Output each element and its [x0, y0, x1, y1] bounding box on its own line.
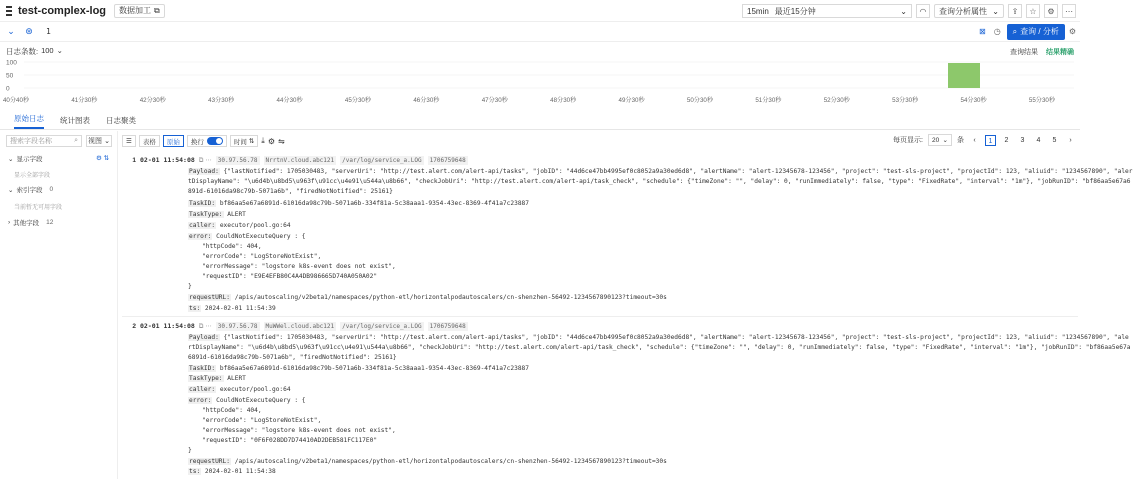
- field-value: ALERT: [227, 375, 246, 382]
- field-search-placeholder: 搜索字段名称: [10, 138, 52, 145]
- time-quick: 15min: [747, 6, 769, 16]
- field-key: TaskID:: [189, 200, 216, 207]
- history-icon[interactable]: ⊠: [978, 27, 986, 36]
- page-title: test-complex-log: [18, 4, 107, 17]
- tab-charts[interactable]: 统计图表: [60, 116, 90, 125]
- search-icon: ⌕: [74, 137, 78, 144]
- per-page-select[interactable]: [928, 134, 952, 146]
- field-value: ALERT: [227, 211, 246, 218]
- payload-line-2: tDisplayName": "\u6d4b\u8bd5\u963f\u91cc\u4e91\u544a\u8b66", "checkJobUri": "http://test.alert.com/alert-api/task_check", "schedule": {"timeZone": "", "delay": 0, "runImmediately": false, "type": "FixedRate", "interval": "1m"}, "jobRunID": "bf86aa5e67a6: [188, 178, 1131, 185]
- chevron-down-icon: ⌄: [942, 137, 948, 144]
- field-value: CouldNotExecuteQuery : {: [216, 233, 306, 240]
- error-field: [188, 232, 306, 242]
- field-value: executor/pool.go:64: [219, 386, 291, 393]
- query-settings-icon[interactable]: ⚙: [1068, 27, 1076, 36]
- field-key: error:: [189, 397, 212, 404]
- x-tick-label: 55分30秒: [1028, 97, 1056, 104]
- other-fields-label: 其他字段: [13, 220, 40, 227]
- field-settings-icon[interactable]: ⚙ ⇅: [96, 155, 110, 162]
- field-key: ts:: [189, 305, 201, 312]
- path-tag: /var/log/service_a.LOG: [342, 322, 422, 330]
- chevron-down-icon: ⌄: [8, 186, 14, 194]
- log-count: [6, 46, 63, 57]
- x-tick-label: 43分30秒: [208, 97, 235, 104]
- per-page-value: 20: [932, 136, 940, 144]
- download-icon[interactable]: ⤓: [261, 136, 265, 145]
- entry-time: 02-01 11:54:08: [140, 156, 195, 164]
- source-ip-tag: 30.97.56.78: [217, 156, 258, 164]
- tasktype-field: [188, 374, 246, 384]
- error-line: "errorMessage": "logstore k8s-event does not exist",: [202, 263, 396, 270]
- external-link-icon: ⧉: [154, 5, 160, 15]
- payload-line-2: rtDisplayName": "\u6d4b\u8bd5\u963f\u91cc\u4e91\u544a\u8b66", "checkJobUri": "http://test.alert.com/alert-api/task_check", "schedule": {"timeZone": "", "delay": 0, "runImmediately": false, "type": "FixedRate", "interval": "1m"}, "jobRunID": "bf86aa5e67a: [188, 344, 1131, 351]
- x-tick-label: 45分30秒: [344, 97, 372, 104]
- x-tick-label: 54分30秒: [960, 97, 987, 104]
- payload-line-1: {"lastNotified": 1705030483, "serverUri": "http://test.alert.com/alert-api/tasks", "jobID": "44d6ce47bb4995ef0c8052a9a30ed6d8", "alertName": "alert-12345678-123456", "project": "test-sls-project", "projectId": 123, "aliuid": "1234567890", "ale: [223, 334, 1129, 341]
- x-tick-label: 50分30秒: [686, 97, 714, 104]
- sort-icon: ⇅: [248, 138, 255, 145]
- payload-field: [188, 167, 1133, 177]
- settings-icon[interactable]: ⚙: [267, 136, 275, 146]
- payload-line-3: 6891d-61016da98c79b-5071a6b", "firedNotNotified": 25161}: [188, 354, 397, 361]
- more-icon[interactable]: ⋯: [1062, 4, 1076, 18]
- field-key: requestURL:: [189, 458, 230, 465]
- no-index-text: 当前暂无可用字段: [14, 205, 63, 211]
- ts-field: [188, 304, 276, 314]
- error-line: "errorCode": "LogStoreNotExist",: [202, 417, 322, 424]
- show-all-fields[interactable]: 显示全部字段: [14, 173, 51, 179]
- raw-view-button[interactable]: 原始: [163, 135, 184, 147]
- query-attr-label: 查询分析属性: [939, 6, 987, 16]
- tab-log-cluster[interactable]: 日志聚类: [106, 116, 136, 125]
- x-tick-label: 41分30秒: [71, 97, 98, 104]
- field-value[interactable]: /apis/autoscaling/v2beta1/namespaces/python-etl/horizontalpodautoscalers/cn-shenzhen-56492-1234567890123?timeout=30s: [234, 458, 667, 465]
- chevron-down-icon: ⌄: [104, 138, 110, 145]
- chevron-down-icon[interactable]: ⌄: [56, 46, 63, 55]
- histogram-status: [1010, 47, 1074, 57]
- query-bar: [0, 22, 1080, 42]
- path-tag: /var/log/service_a.LOG: [342, 156, 422, 164]
- field-value: 2024-02-01 11:54:38: [204, 468, 276, 475]
- source-ip-tag: 30.97.56.78: [217, 322, 258, 330]
- log-entry-header: [122, 320, 1078, 332]
- x-tick-label: 44分30秒: [276, 97, 303, 104]
- displayed-fields-group[interactable]: [8, 154, 42, 163]
- columns-icon[interactable]: ⇋: [278, 136, 285, 146]
- entry-id-tag: 1706759648: [429, 322, 466, 330]
- field-key: error:: [189, 233, 212, 240]
- entry-actions-icon[interactable]: ⧉ ⋯: [198, 322, 212, 330]
- field-key: Payload:: [189, 168, 219, 175]
- prev-page-icon[interactable]: ‹: [973, 136, 976, 144]
- field-key: Payload:: [189, 334, 219, 341]
- x-tick-label: 46分30秒: [413, 97, 440, 104]
- taskid-field: [188, 199, 529, 209]
- search-mode-icon[interactable]: ⊛: [25, 26, 33, 36]
- table-view-button[interactable]: 表格: [139, 135, 160, 147]
- caller-field: [188, 385, 291, 395]
- field-key: caller:: [189, 222, 216, 229]
- time-range-picker[interactable]: [742, 4, 912, 18]
- x-tick-label: 52分30秒: [823, 97, 850, 104]
- page-5[interactable]: 5: [1052, 136, 1057, 144]
- log-count-label: 日志条数:: [6, 47, 39, 56]
- entry-actions-icon[interactable]: ⧉ ⋯: [198, 156, 212, 164]
- collapse-sidebar-icon[interactable]: ☰: [122, 135, 136, 147]
- field-sidebar: [0, 131, 118, 479]
- error-field: [188, 396, 306, 406]
- error-line: "requestID": "E9E4EFB80C4A4DB986665D740A050A02": [202, 273, 378, 280]
- wrap-label: 换行: [190, 138, 204, 146]
- star-icon[interactable]: ☆: [1026, 4, 1040, 18]
- y-tick-label: 100: [6, 59, 17, 67]
- y-tick-label: 0: [6, 85, 10, 93]
- search-icon: ⌕: [1012, 26, 1018, 36]
- field-value: bf86aa5e67a6891d-61016da98c79b-5071a6b-334f81a-5c38aaa1-9354-43ec-8369-4f41a7c23887: [219, 200, 530, 207]
- wrap-toggle[interactable]: [187, 135, 227, 147]
- indexed-fields-group[interactable]: [8, 185, 53, 194]
- error-line: "httpCode": 404,: [202, 407, 262, 414]
- page-2[interactable]: 2: [1004, 136, 1009, 144]
- entry-id-tag: 1706759648: [429, 156, 466, 164]
- chevron-down-icon: ⌄: [8, 155, 14, 163]
- tab-raw-logs[interactable]: 原始日志: [14, 113, 44, 129]
- error-close: }: [188, 447, 192, 454]
- x-tick-label: 53分30秒: [892, 97, 919, 104]
- field-key: TaskID:: [189, 365, 216, 372]
- x-tick-label: 51分30秒: [755, 97, 782, 104]
- indexed-fields-label: 索引字段: [16, 187, 43, 194]
- chevron-down-icon: ⌄: [900, 6, 907, 16]
- field-value: CouldNotExecuteQuery : {: [216, 397, 306, 404]
- log-count-value: 100: [41, 46, 54, 55]
- logstore-icon: [6, 6, 12, 16]
- page-1[interactable]: 1: [985, 135, 996, 146]
- caller-field: [188, 221, 291, 231]
- next-page-icon[interactable]: ›: [1069, 136, 1072, 144]
- chevron-down-icon: ⌄: [992, 6, 999, 16]
- field-key: TaskType:: [189, 375, 223, 382]
- view-select[interactable]: [86, 135, 112, 147]
- page-3[interactable]: 3: [1020, 136, 1025, 144]
- result-tabs: [0, 114, 1080, 130]
- indexed-fields-count: 0: [49, 186, 54, 193]
- payload-field: [188, 333, 1129, 343]
- tasktype-field: [188, 210, 246, 220]
- per-page-label: 每页显示:: [893, 137, 923, 144]
- error-line: "errorCode": "LogStoreNotExist",: [202, 253, 322, 260]
- chevron-down-icon[interactable]: ⌄: [7, 26, 15, 36]
- page-4[interactable]: 4: [1036, 136, 1041, 144]
- host-tag: MuWWel.cloud.abc121: [265, 322, 335, 330]
- search-button[interactable]: [1007, 24, 1065, 40]
- log-entry: [122, 154, 1133, 314]
- y-tick-label: 50: [6, 72, 14, 80]
- other-fields-count: 12: [46, 219, 54, 226]
- histogram-bar: [948, 63, 980, 88]
- x-tick-label: 42分30秒: [139, 97, 166, 104]
- requesturl-field: [188, 293, 667, 303]
- time-range: 最近15分钟: [774, 6, 816, 16]
- field-key: caller:: [189, 386, 216, 393]
- query-result-label: 查询结果: [1010, 49, 1038, 56]
- ts-field: [188, 467, 276, 477]
- field-key: ts:: [189, 468, 201, 475]
- view-label: 视图: [88, 138, 103, 145]
- field-key: TaskType:: [189, 211, 223, 218]
- host-tag: NrrtnV.cloud.abc121: [265, 156, 335, 164]
- displayed-fields-label: 显示字段: [16, 156, 43, 163]
- log-entry-header: [122, 154, 1078, 166]
- data-process-button[interactable]: [114, 4, 165, 18]
- taskid-field: [188, 364, 529, 374]
- entry-index: 2: [132, 322, 136, 330]
- field-value[interactable]: /apis/autoscaling/v2beta1/namespaces/python-etl/horizontalpodautoscalers/cn-shenzhen-56492-1234567890123?timeout=30s: [234, 294, 667, 301]
- query-attr-select[interactable]: [934, 4, 1004, 18]
- error-line: "httpCode": 404,: [202, 243, 262, 250]
- field-search-input[interactable]: [6, 135, 82, 147]
- wrap-switch[interactable]: [207, 137, 223, 145]
- field-key: requestURL:: [189, 294, 230, 301]
- field-value: 2024-02-01 11:54:39: [204, 305, 276, 312]
- entry-index: 1: [132, 156, 136, 164]
- requesturl-field: [188, 457, 667, 467]
- query-input[interactable]: 1: [46, 27, 51, 36]
- x-tick-label: 47分30秒: [481, 97, 508, 104]
- other-fields-group[interactable]: [8, 218, 53, 227]
- field-value: executor/pool.go:64: [219, 222, 291, 229]
- payload-line-3: 891d-61016da98c79b-5071a6b", "firedNotNotified": 25161}: [188, 188, 393, 195]
- exact-result-label: 结果精确: [1046, 49, 1074, 56]
- x-tick-label: 40分40秒: [2, 97, 30, 104]
- x-tick-label: 49分30秒: [618, 97, 645, 104]
- refresh-icon[interactable]: ◠: [916, 4, 930, 18]
- payload-line-1: {"lastNotified": 1705030483, "serverUri": "http://test.alert.com/alert-api/tasks", "jobID": "44d6ce47bb4995ef0c8052a9a30ed6d8", "alertName": "alert-12345678-123456", "project": "test-sls-project", "projectId": 123, "aliuid": "1234567890", "aler: [223, 168, 1133, 175]
- time-sort-select[interactable]: [230, 135, 258, 147]
- chevron-right-icon: ›: [8, 219, 11, 226]
- data-process-label: 数据加工: [119, 6, 152, 15]
- log-entry: [122, 320, 1131, 478]
- pagination: [893, 134, 1076, 146]
- error-line: "requestID": "0F6F028DD7D74410AD2DEB581FC117E0": [202, 437, 378, 444]
- histogram-chart[interactable]: [2, 58, 1074, 106]
- x-tick-label: 48分30秒: [550, 97, 577, 104]
- share-icon[interactable]: ⇪: [1008, 4, 1022, 18]
- error-line: "errorMessage": "logstore k8s-event does not exist",: [202, 427, 396, 434]
- top-bar: [0, 0, 1080, 22]
- entry-time: 02-01 11:54:08: [140, 322, 195, 330]
- clock-icon[interactable]: ◷: [993, 27, 1001, 36]
- settings-icon[interactable]: ⚙: [1044, 4, 1058, 18]
- entry-divider: [122, 316, 1078, 317]
- field-value: bf86aa5e67a6891d-61016da98c79b-5071a6b-334f81a-5c38aaa1-9354-43ec-8369-4f41a7c23887: [219, 365, 530, 372]
- error-close: }: [188, 283, 192, 290]
- time-sort-label: 时间: [233, 138, 247, 146]
- per-page-unit: 条: [957, 137, 964, 144]
- search-label: 查询 / 分析: [1020, 27, 1059, 36]
